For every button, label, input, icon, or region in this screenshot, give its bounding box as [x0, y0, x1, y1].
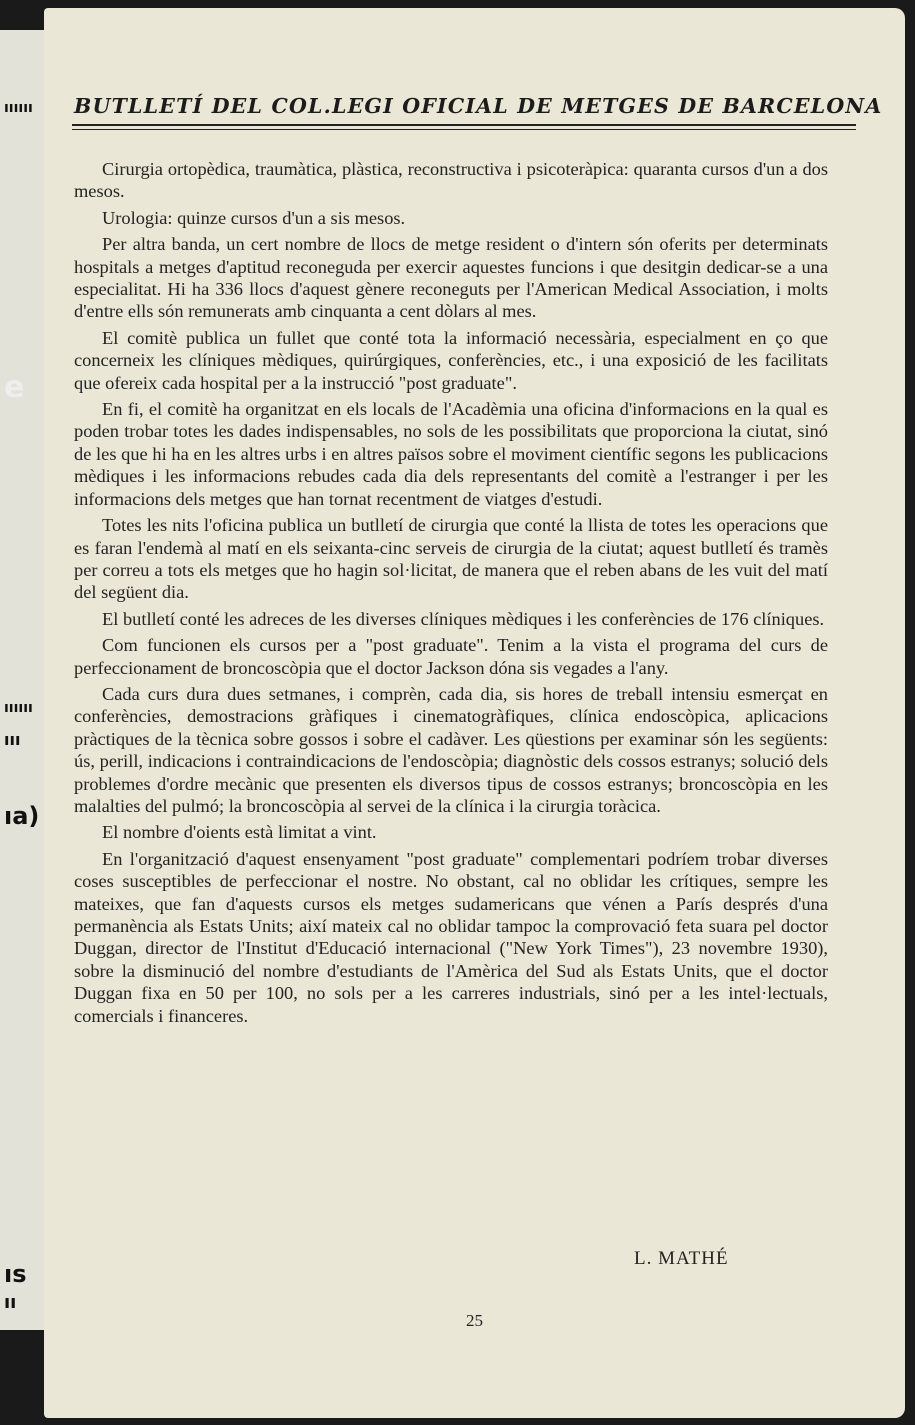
paragraph: Totes les nits l'oficina publica un butlletí de cirurgia que conté la llista de totes les operacions que es faran l'endemà al matí en els seixanta-cinc serveis de cirurgia de la ciutat; aquest butlletí és tramès per correu a tots els metges que ho hagin sol·licitat, de manera que el reben abans de les vuit del matí del següent dia. — [74, 515, 828, 603]
paragraph: Com funcionen els cursos per a "post graduate". Tenim a la vista el programa del curs de perfeccionament de broncoscòpia que el doctor Jackson dóna sis vegades a l'any. — [74, 635, 828, 678]
paragraph: El butlletí conté les adreces de les diverses clíniques mèdiques i les conferències de 176 clíniques. — [102, 608, 825, 629]
author-signature: L. MATHÉ — [634, 1248, 729, 1269]
paragraph: El comitè publica un fullet que conté tota la informació necessària, especialment en ço que concerneix les clíniques mèdiques, quirúrgiques, conferències, etc., i una exposició de les facilitats que ofereix cada hospital per a la instrucció "post graduate". — [74, 327, 828, 393]
previous-page-edge — [0, 30, 47, 1330]
article-body — [74, 158, 828, 1031]
header-rule — [72, 124, 856, 126]
prev-page-fragment: ıı — [4, 1292, 17, 1313]
paragraph: Cirurgia ortopèdica, traumàtica, plàstica, reconstructiva i psicoteràpica: quaranta cursos d'un a dos mesos. — [74, 159, 828, 202]
prev-page-fragment: ıııııı — [4, 700, 33, 716]
paragraph: Urologia: quinze cursos d'un a sis mesos. — [102, 207, 406, 228]
paragraph: El nombre d'oients està limitat a vint. — [102, 822, 377, 843]
prev-page-fragment: ıa) — [4, 802, 40, 830]
paragraph: Per altra banda, un cert nombre de llocs de metge resident o d'intern són oferits per determinats hospitals a metges d'aptitud reconeguda per exercir aquestes funcions i que desitgin dedicar-se a una especialitat. Hi ha 336 llocs d'aquest gènere reconeguts per l'American Medical Association, i molts d'entre ells són remunerats amb cinquanta a cent dòlars al mes. — [74, 234, 828, 322]
prev-page-fragment: ııı — [4, 730, 21, 749]
page-number: 25 — [466, 1311, 483, 1330]
prev-page-fragment: e — [4, 370, 25, 405]
paragraph: En l'organització d'aquest ensenyament "post graduate" complementari podríem trobar diverses coses susceptibles de perfeccionar el nostre. No obstant, cal no oblidar les crítiques, sempre les mateixes, que fan d'aquests cursos els metges sudamericans que vénen a París després d'una permanència als Estats Units; així mateix cal no oblidar tampoc la comprovació feta suara pel doctor Duggan, director de l'Institut d'Educació internacional ("New York Times"), 23 novembre 1930), sobre la disminució del nombre d'estudiants de l'Amèrica del Sud als Estats Units, que el doctor Duggan fixa en 50 per 100, no sols per a les carreres industrials, sinó per a les intel·lectuals, comercials i financeres. — [74, 848, 828, 1026]
document-page — [44, 8, 905, 1418]
prev-page-fragment: ıııııı — [4, 100, 33, 116]
paragraph: En fi, el comitè ha organitzat en els locals de l'Acadèmia una oficina d'informacions en la qual es poden trobar totes les dades indispensables, no sols de les possibilitats que proporciona la ciutat, sinó de les que hi ha en les altres urbs i en altres països sobre el moviment científic segons les publicacions mèdiques i les informacions rebudes cada dia dels representants del comitè a l'estranger i per les informacions dels metges que han tornat recentment de viatges d'estudi. — [74, 399, 828, 509]
paragraph: Cada curs dura dues setmanes, i comprèn, cada dia, sis hores de treball intensiu esmerçat en conferències, demostracions gràfiques i cinematogràfiques, clínica endoscòpica, aplicacions pràctiques de la tècnica sobre gossos i sobre el cadàver. Les qüestions per examinar són les següents: ús, perill, indicacions i contraindicacions de l'endoscòpia; diagnòstic dels cossos estranys; solució dels problemes d'ordre mecànic que presenten els diversos tipus de cossos estranys; broncoscòpia en les malalties del pulmó; la broncoscòpia al servei de la clínica i la cirurgia toràcica. — [74, 683, 828, 816]
prev-page-fragment: ıs — [4, 1260, 27, 1288]
running-header: BUTLLETÍ DEL COL.LEGI OFICIAL DE METGES DE BARCELONA — [74, 94, 883, 118]
header-rule — [72, 129, 856, 130]
